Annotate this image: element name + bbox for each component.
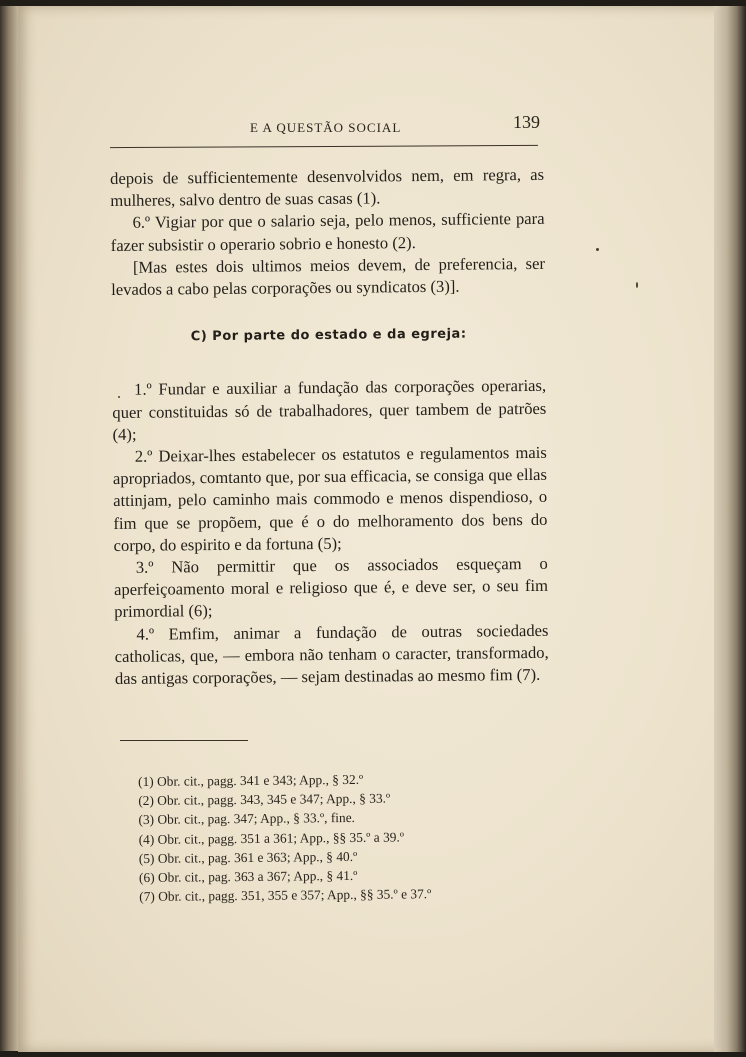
list-item: 3.º Não permittir que os associados esqueçam o aperfeiçoamento moral e religioso que é, e deve ser, o seu fim primordial (6); <box>113 553 549 622</box>
paper-speck <box>118 396 120 398</box>
list-item: 2.º Deixar-lhes estabelecer os estatutos e regulamentos mais apropriados, comtanto que, por sua efficacia, se consiga que ellas attinjam, pelo caminho mais commodo e menos dispendioso, o fim que se propõem, que é o do melhoramento dos bens do corpo, do espirito e da fortuna (5); <box>112 442 548 555</box>
list-item: 4.º Emfim, animar a fundação de outras sociedades catholicas, que, — embora não tenham o caracter, transformado, das antigas corporações, — sejam destinadas ao mesmo fim (7). <box>114 620 549 689</box>
paragraph: depois de sufficientemente desenvolvidos nem, em regra, as mulheres, salvo dentro de suas casas (1). <box>110 164 545 211</box>
section-heading: C) Por parte do estado e da egreja: <box>190 326 467 345</box>
paragraph: 6.º Vigiar por que o salario seja, pelo menos, sufficiente para fazer subsistir o operario sobrio e honesto (2). <box>110 209 545 255</box>
footnote: (3) Obr. cit., pag. 347; App., § 33.º, fine. <box>138 810 356 828</box>
running-title: E A QUESTÃO SOCIAL <box>250 120 402 135</box>
footnote: (6) Obr. cit., pag. 363 a 367; App., § 41.º <box>138 867 358 886</box>
list-item: 1.º Fundar e auxiliar a fundação das corporações operarias, quer constituidas só de trabalhadores, quer tambem de patrões (4); <box>112 376 547 444</box>
paper-speck <box>596 248 599 251</box>
page-header <box>110 112 540 140</box>
page-number: 139 <box>513 112 540 132</box>
body-text <box>110 164 549 690</box>
paper-speck <box>636 282 638 288</box>
footnote: (4) Obr. cit., pagg. 351 a 361; App., §§ 35.º a 39.º <box>138 829 405 847</box>
footnote: (7) Obr. cit., pagg. 351, 355 e 357; App., §§ 35.º e 37.º <box>139 886 432 905</box>
paragraph: [Mas estes dois ultimos meios devem, de preferencia, ser levados a cabo pelas corporações ou syndicatos (3)]. <box>111 253 546 300</box>
footnote: (5) Obr. cit., pag. 361 e 363; App., § 40.º <box>138 848 358 866</box>
footnote-rule <box>120 740 248 741</box>
page-stack-edge <box>714 6 746 1052</box>
footnote: (2) Obr. cit., pagg. 343, 345 e 347; App., § 33.º <box>138 790 391 809</box>
footnote: (1) Obr. cit., pagg. 341 e 343; App., § 32.º <box>138 771 364 789</box>
footnotes <box>138 768 539 906</box>
